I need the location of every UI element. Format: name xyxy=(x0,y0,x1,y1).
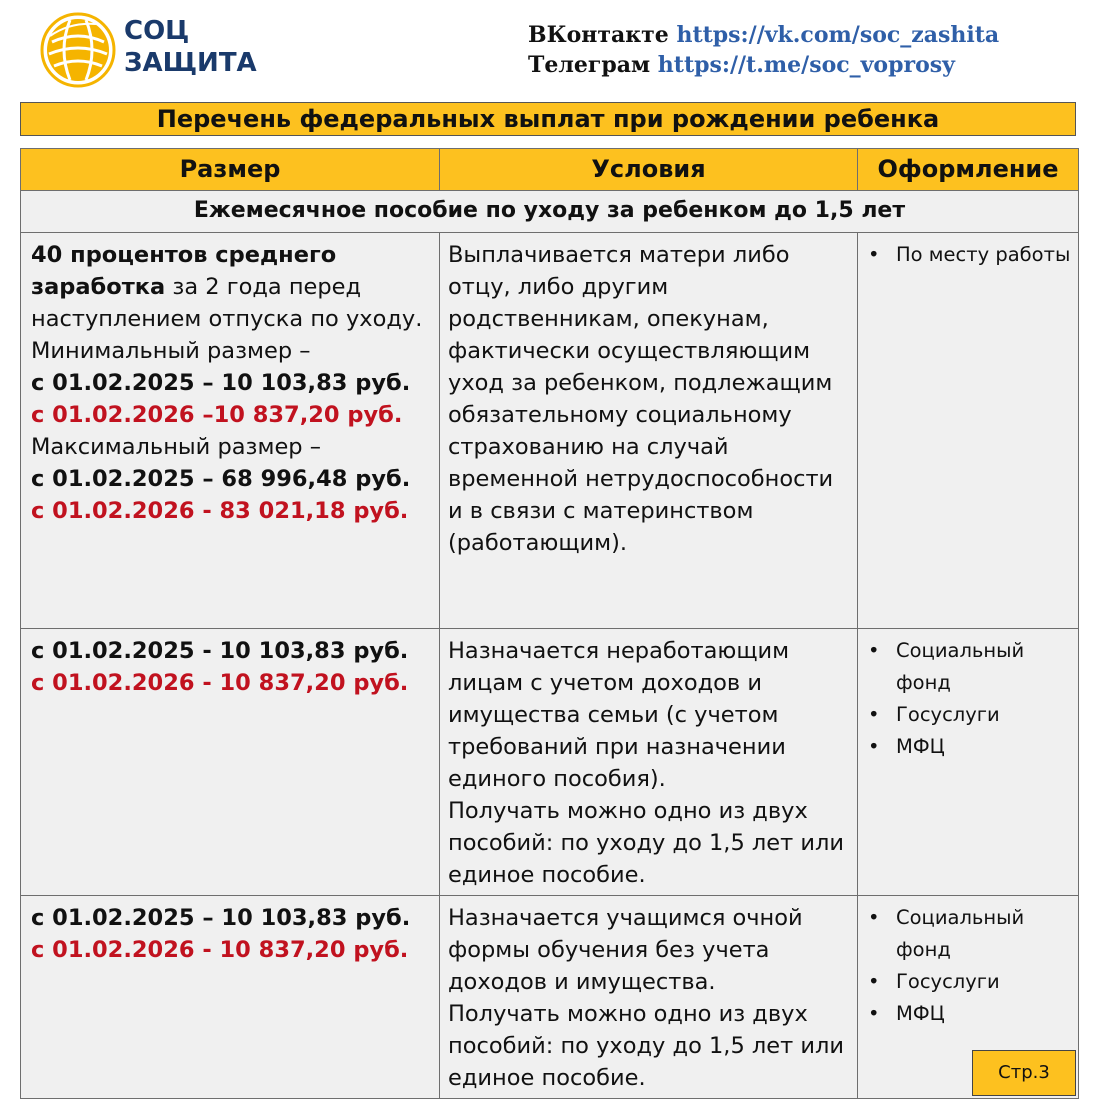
column-header-registration: Оформление xyxy=(858,149,1079,191)
amount-2026: с 01.02.2026 - 10 837,20 руб. xyxy=(31,937,409,963)
registration-cell xyxy=(858,233,1079,629)
column-header-conditions: Условия xyxy=(440,149,858,191)
conditions-text: Назначается неработающим лицам с учетом доходов и имущества семьи (с учетом требований при назначении единого пособия). xyxy=(448,638,790,792)
section-row xyxy=(21,191,1079,233)
conditions-note: Получать можно одно из двух пособий: по уходу до 1,5 лет или единое пособие. xyxy=(448,1001,845,1091)
page-header xyxy=(0,0,1096,100)
registration-item: • По месту работы xyxy=(866,239,1074,271)
size-cell xyxy=(21,233,440,629)
registration-list xyxy=(866,239,1074,271)
page-number-badge: Стр.3 xyxy=(972,1050,1076,1096)
min-size-2026: с 01.02.2026 –10 837,20 руб. xyxy=(31,402,403,428)
max-size-2026: с 01.02.2026 - 83 021,18 руб. xyxy=(31,498,409,524)
page-title: Перечень федеральных выплат при рождении ребенка xyxy=(20,102,1076,136)
social-links xyxy=(528,20,999,80)
conditions-cell xyxy=(440,896,858,1099)
brand-name xyxy=(124,15,257,79)
amount-2026: с 01.02.2026 - 10 837,20 руб. xyxy=(31,670,409,696)
registration-cell xyxy=(858,629,1079,896)
registration-item: • Социальный фонд xyxy=(866,635,1074,699)
conditions-text: Выплачивается матери либо отцу, либо другим родственникам, опекунам, фактически осуществляющим уход за ребенком, подлежащим обязательному социальному страхованию на случай временной нетрудоспособности и в связи с материнством (работающим). xyxy=(448,242,834,556)
benefits-table xyxy=(20,148,1079,1099)
vk-link[interactable]: https://vk.com/soc_zashita xyxy=(676,22,1000,48)
table-header-row xyxy=(21,149,1079,191)
registration-list xyxy=(866,902,1074,1030)
conditions-cell xyxy=(440,629,858,896)
telegram-label: Телеграм xyxy=(528,52,651,78)
brand-line-2: ЗАЩИТА xyxy=(124,48,257,78)
globe-logo-icon xyxy=(40,12,116,88)
telegram-link[interactable]: https://t.me/soc_voprosy xyxy=(657,52,955,78)
registration-item: • МФЦ xyxy=(866,998,1074,1030)
max-size-label: Максимальный размер – xyxy=(31,434,321,460)
table-row xyxy=(21,233,1079,629)
amount-2025: с 01.02.2025 - 10 103,83 руб. xyxy=(31,638,409,664)
min-size-label: Минимальный размер – xyxy=(31,338,311,364)
max-size-2025: с 01.02.2025 – 68 996,48 руб. xyxy=(31,466,411,492)
telegram-link-row xyxy=(528,50,999,80)
conditions-cell xyxy=(440,233,858,629)
vk-link-row xyxy=(528,20,999,50)
registration-item: • Госуслуги xyxy=(866,699,1074,731)
size-cell xyxy=(21,896,440,1099)
vk-label: ВКонтакте xyxy=(528,22,669,48)
section-title: Ежемесячное пособие по уходу за ребенком до 1,5 лет xyxy=(21,191,1079,233)
registration-item: • Госуслуги xyxy=(866,966,1074,998)
column-header-size: Размер xyxy=(21,149,440,191)
brand-line-1: СОЦ xyxy=(124,16,190,46)
conditions-note: Получать можно одно из двух пособий: по уходу до 1,5 лет или единое пособие. xyxy=(448,798,845,888)
size-intro-rest: за 2 года перед наступлением отпуска по уходу. xyxy=(31,274,423,332)
table-row xyxy=(21,629,1079,896)
registration-item: • Социальный фонд xyxy=(866,902,1074,966)
size-cell xyxy=(21,629,440,896)
amount-2025: с 01.02.2025 – 10 103,83 руб. xyxy=(31,905,411,931)
conditions-text: Назначается учащимся очной формы обучения без учета доходов и имущества. xyxy=(448,905,803,995)
table-row xyxy=(21,896,1079,1099)
registration-list xyxy=(866,635,1074,763)
min-size-2025: с 01.02.2025 – 10 103,83 руб. xyxy=(31,370,411,396)
size-intro-bold: 40 процентов среднего заработка xyxy=(31,242,337,300)
registration-item: • МФЦ xyxy=(866,731,1074,763)
